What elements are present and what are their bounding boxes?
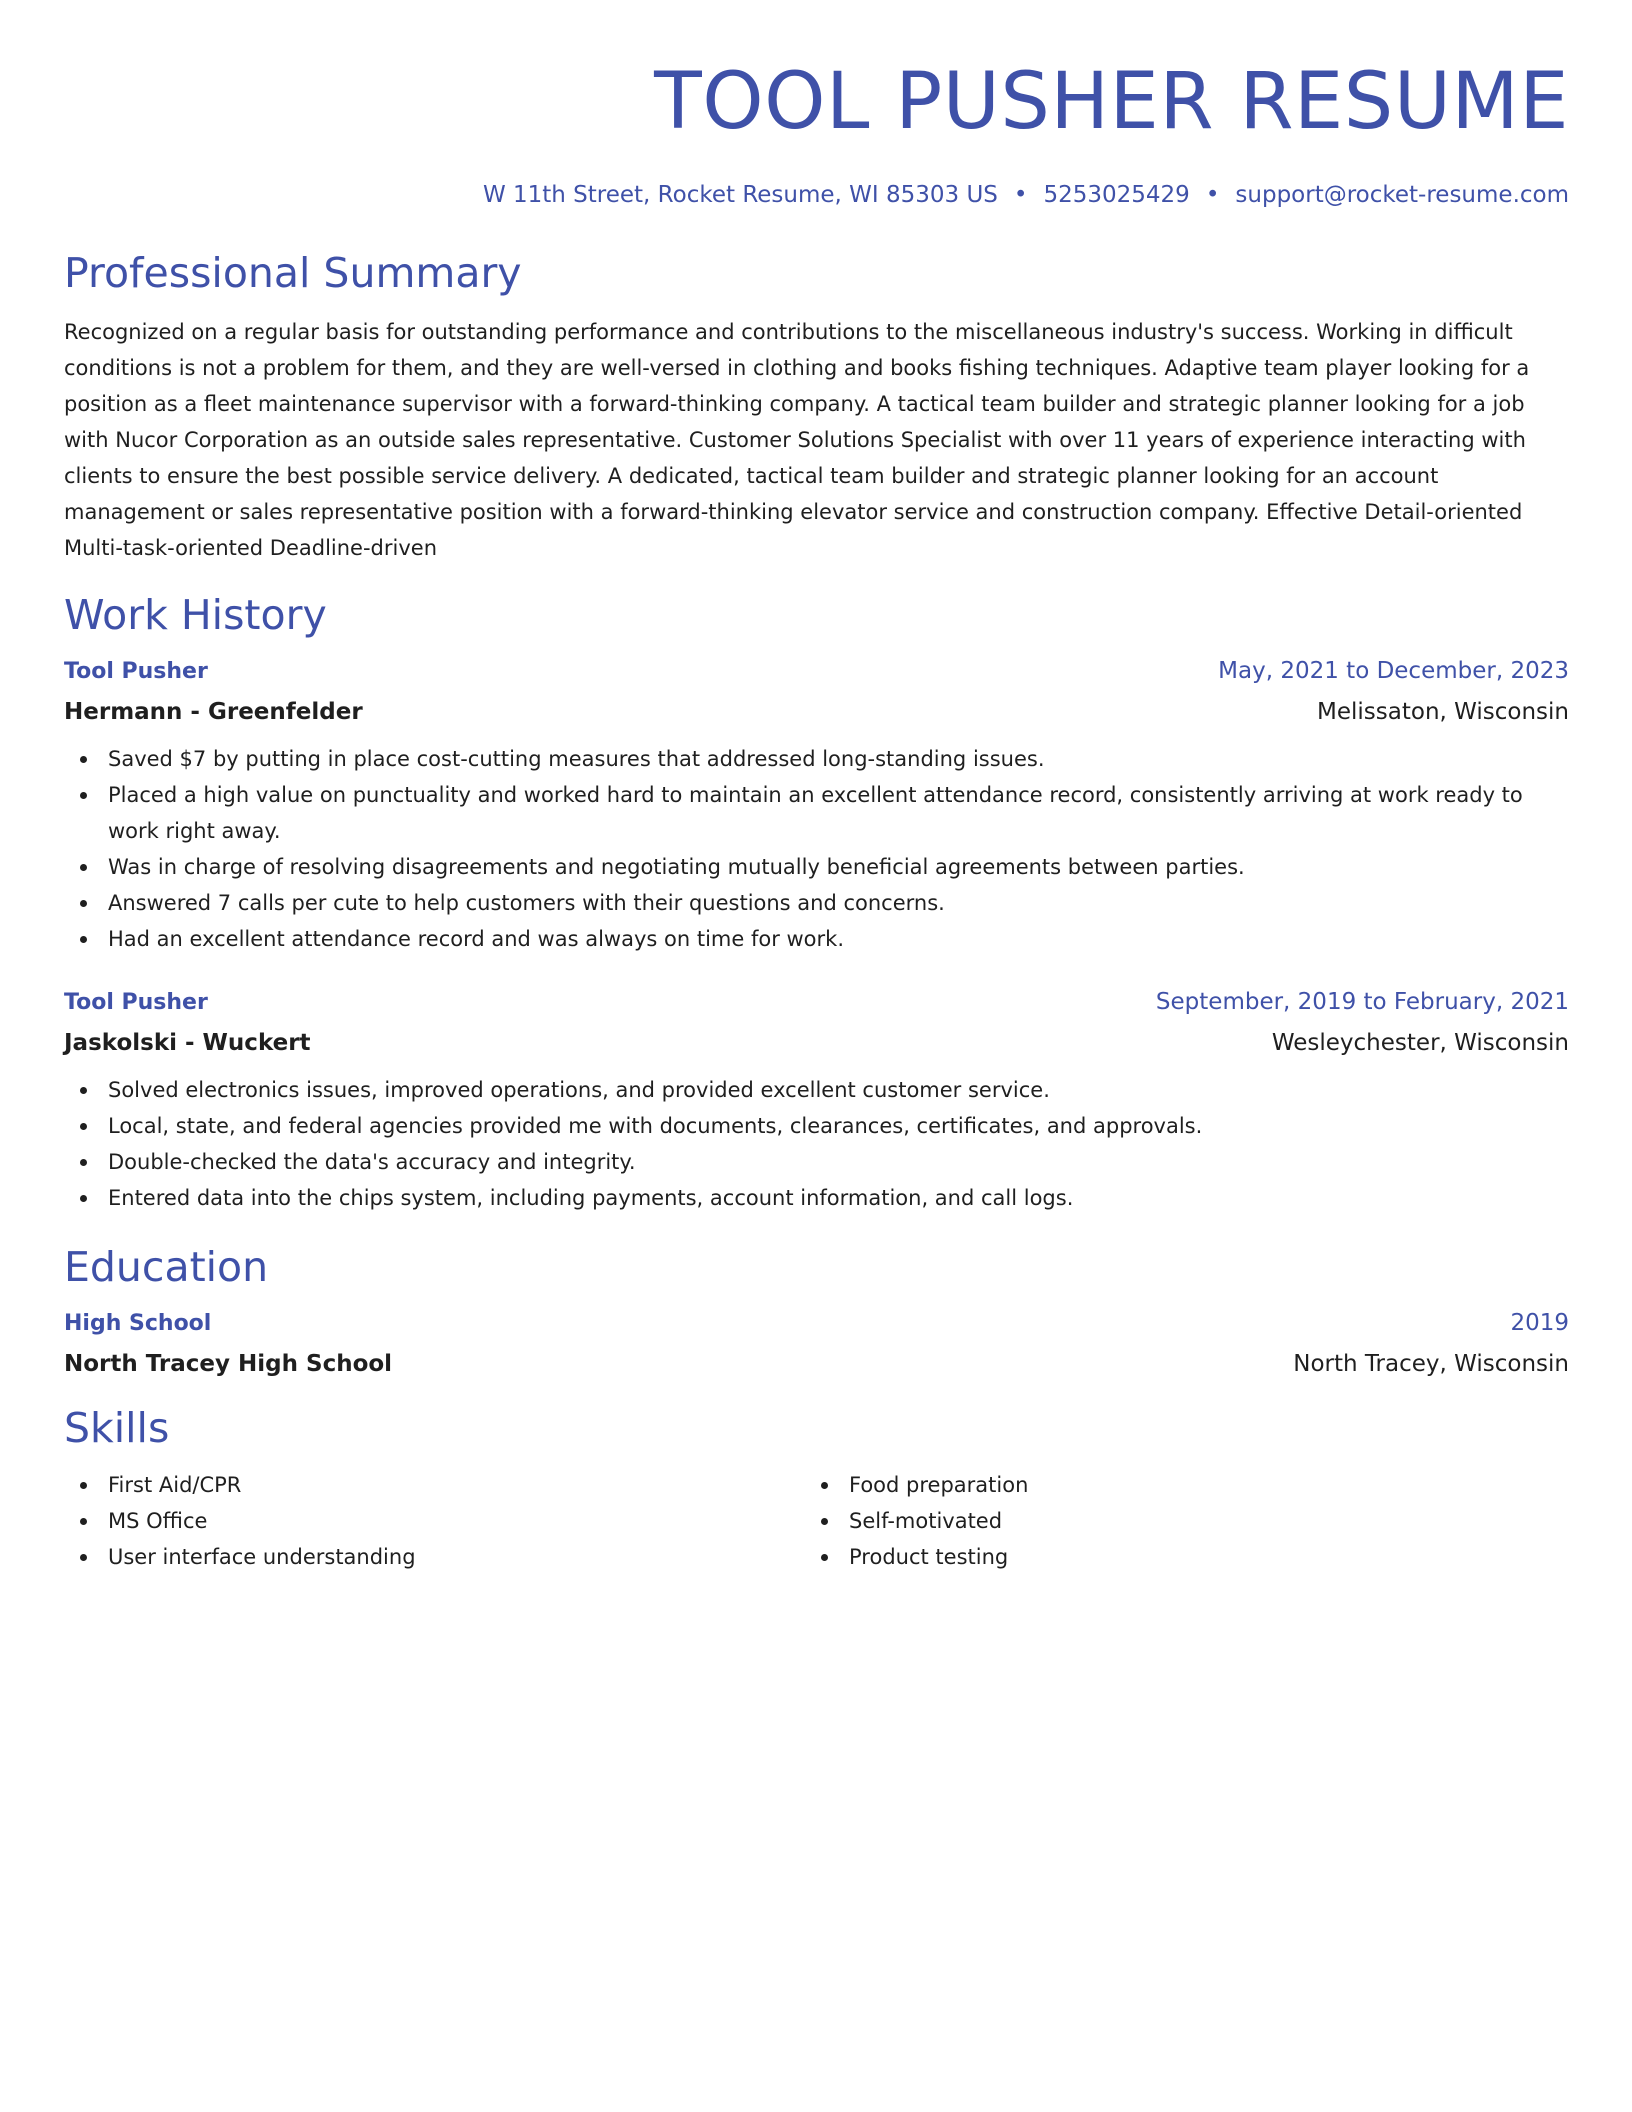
skills-grid [64,1467,1569,1575]
education-entry [64,1308,1569,1379]
skills-list [64,1467,805,1575]
job-duty: Answered 7 calls per cute to help customers with their questions and concerns. [64,885,1569,921]
job-duties-list [64,1072,1569,1216]
job-duty: Had an excellent attendance record and was always on time for work. [64,921,1569,957]
job-duty: Placed a high value on punctuality and worked hard to maintain an excellent attendance record, consistently arriving at work ready to work right away. [64,777,1569,849]
job-duty: Was in charge of resolving disagreements and negotiating mutually beneficial agreements between parties. [64,849,1569,885]
skills-column-left [64,1467,805,1575]
job-entry [64,656,1569,957]
skills-heading: Skills [64,1404,170,1452]
job-duty: Entered data into the chips system, including payments, account information, and call logs. [64,1180,1569,1216]
contact-separator: • [1013,182,1028,208]
summary-heading: Professional Summary [64,249,522,297]
job-duty: Saved $7 by putting in place cost-cutting measures that addressed long-standing issues. [64,741,1569,777]
skills-column-right [805,1467,1546,1575]
job-duties-list [64,741,1569,957]
contact-address: W 11th Street, Rocket Resume, WI 85303 US [482,182,998,208]
skill-item: Food preparation [805,1467,1546,1503]
contact-phone: 5253025429 [1043,182,1190,208]
skill-item: Product testing [805,1539,1546,1575]
job-location: Melissaton, Wisconsin [1317,699,1569,725]
job-duty: Local, state, and federal agencies provided me with documents, clearances, certificates, and approvals. [64,1108,1569,1144]
job-employer: Hermann - Greenfelder [64,699,363,725]
contact-line [64,180,1569,210]
resume-title: TOOL PUSHER RESUME [654,57,1569,147]
education-heading: Education [64,1243,269,1291]
education-school: North Tracey High School [64,1351,393,1377]
job-location: Wesleychester, Wisconsin [1271,1030,1569,1056]
skill-item: First Aid/CPR [64,1467,805,1503]
job-title: Tool Pusher [64,990,208,1015]
job-employer: Jaskolski - Wuckert [64,1030,311,1056]
skill-item: Self-motivated [805,1503,1546,1539]
education-year: 2019 [1510,1310,1569,1336]
education-degree: High School [64,1311,212,1336]
job-dates: May, 2021 to December, 2023 [1218,658,1569,684]
contact-separator: • [1205,182,1220,208]
job-title: Tool Pusher [64,659,208,684]
skills-list [805,1467,1546,1575]
job-duty: Solved electronics issues, improved operations, and provided excellent customer service. [64,1072,1569,1108]
skill-item: MS Office [64,1503,805,1539]
summary-text: Recognized on a regular basis for outstanding performance and contributions to the miscellaneous industry's success. Working in difficult conditions is not a problem for them, and they are well-versed in clothing and books fishing techniques. Adaptive team player looking for a position as a fleet maintenance supervisor with a forward-thinking company. A tactical team builder and strategic planner looking for a job with Nucor Corporation as an outside sales representative. Customer Solutions Specialist with over 11 years of experience interacting with clients to ensure the best possible service delivery. A dedicated, tactical team builder and strategic planner looking for an account management or sales representative position with a forward-thinking elevator service and construction company. Effective Detail-oriented Multi-task-oriented Deadline-driven [64,320,1530,560]
education-location: North Tracey, Wisconsin [1293,1351,1569,1377]
job-dates: September, 2019 to February, 2021 [1155,989,1569,1015]
skill-item: User interface understanding [64,1539,805,1575]
resume-header [64,54,1569,210]
job-entry [64,987,1569,1216]
contact-email: support@rocket-resume.com [1235,182,1569,208]
job-duty: Double-checked the data's accuracy and integrity. [64,1144,1569,1180]
work-history-heading: Work History [64,591,327,639]
